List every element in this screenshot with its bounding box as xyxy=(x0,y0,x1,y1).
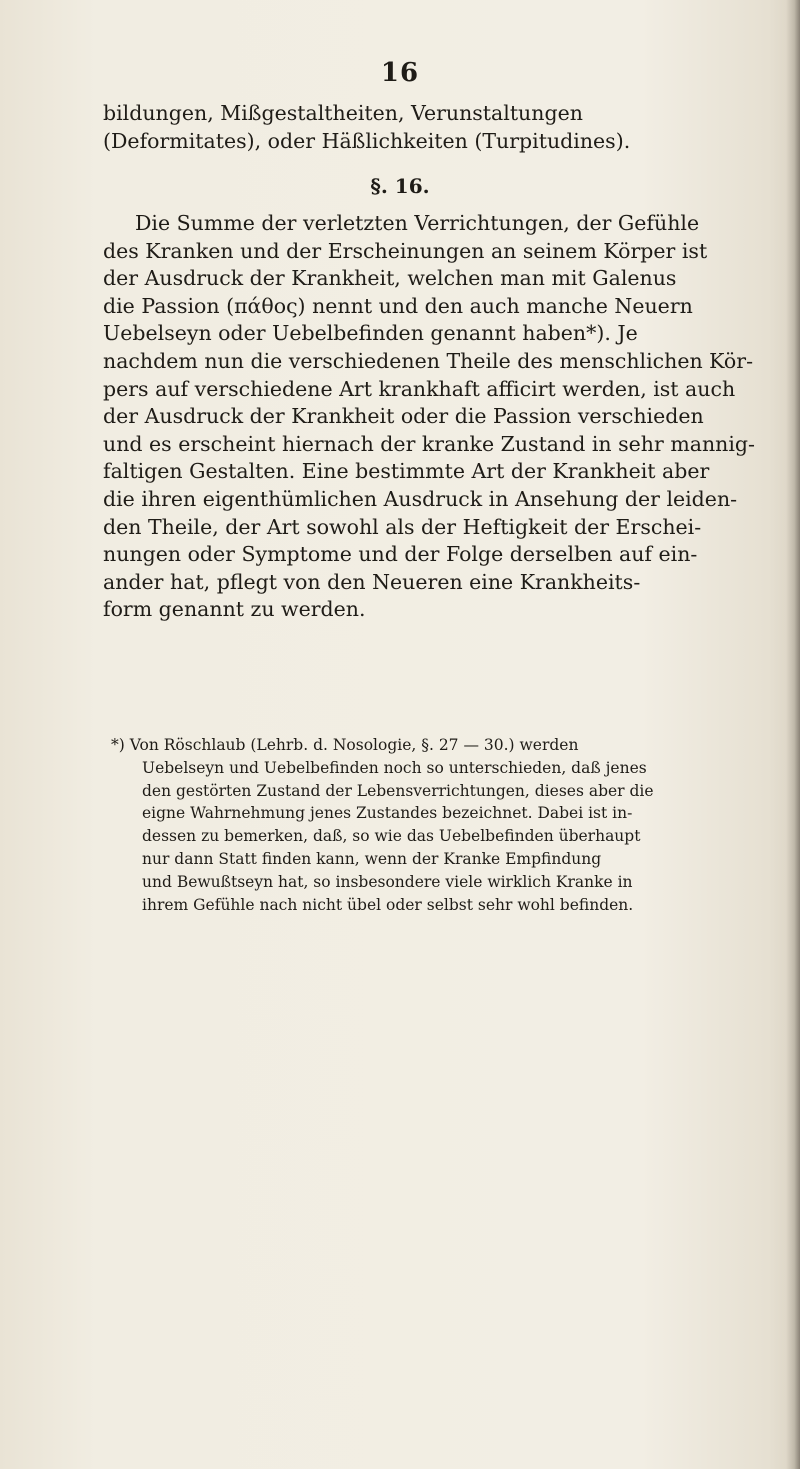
footnote-line: nur dann Statt finden kann, wenn der Kranke Empfindung xyxy=(142,849,602,868)
page-number: 16 xyxy=(380,58,420,88)
footnote-line: und Bewußtseyn hat, so insbesondere viele wirklich Kranke in xyxy=(142,872,633,891)
text-line: (Deformitates), oder Häßlichkeiten (Turpitudines). xyxy=(103,128,631,153)
text-line: des Kranken und der Erscheinungen an seinem Körper ist xyxy=(103,238,708,263)
text-line: bildungen, Mißgestaltheiten, Verunstaltungen xyxy=(103,101,583,125)
footnote-line: ihrem Gefühle nach nicht übel oder selbst sehr wohl befinden. xyxy=(142,895,634,914)
footnote-line: Uebelseyn und Uebelbefinden noch so unterschieden, daß jenes xyxy=(142,758,647,777)
text-line: die Passion (πάθος) nennt und den auch manche Neuern xyxy=(103,293,693,318)
footnote-line: eigne Wahrnehmung jenes Zustandes bezeichnet. Dabei ist in- xyxy=(142,804,633,823)
text-line: den Theile, der Art sowohl als der Heftigkeit der Erschei- xyxy=(103,514,702,539)
footnote-line: den gestörten Zustand der Lebensverrichtungen, dieses aber die xyxy=(142,781,654,800)
text-line: faltigen Gestalten. Eine bestimmte Art der Krankheit aber xyxy=(103,459,710,484)
text-line: nachdem nun die verschiedenen Theile des menschlichen Kör- xyxy=(103,348,754,373)
section-heading: §. 16. xyxy=(370,174,430,198)
text-line: und es erscheint hiernach der kranke Zustand in sehr mannig- xyxy=(103,431,755,456)
footnote-line: dessen zu bemerken, daß, so wie das Uebelbefinden überhaupt xyxy=(142,827,641,846)
text-line: nungen oder Symptome und der Folge derselben auf ein- xyxy=(103,542,698,567)
text-line: ander hat, pflegt von den Neueren eine Krankheits- xyxy=(103,569,641,594)
text-line: Die Summe der verletzten Verrichtungen, der Gefühle xyxy=(135,211,700,235)
paragraph-2 xyxy=(103,210,791,624)
text-line: pers auf verschiedene Art krankhaft afficirt werden, ist auch xyxy=(103,376,736,401)
footnote-line: *) Von Röschlaub (Lehrb. d. Nosologie, §. 27 — 30.) werden xyxy=(111,736,579,754)
text-line: der Ausdruck der Krankheit, welchen man mit Galenus xyxy=(103,266,677,291)
paragraph-1 xyxy=(103,100,791,155)
text-line: der Ausdruck der Krankheit oder die Passion verschieden xyxy=(103,404,704,429)
text-line: Uebelseyn oder Uebelbefinden genannt haben*). Je xyxy=(103,321,638,346)
footnote xyxy=(111,734,791,916)
text-line: form genannt zu werden. xyxy=(103,597,366,622)
text-line: die ihren eigenthümlichen Ausdruck in Ansehung der leiden- xyxy=(103,486,738,511)
